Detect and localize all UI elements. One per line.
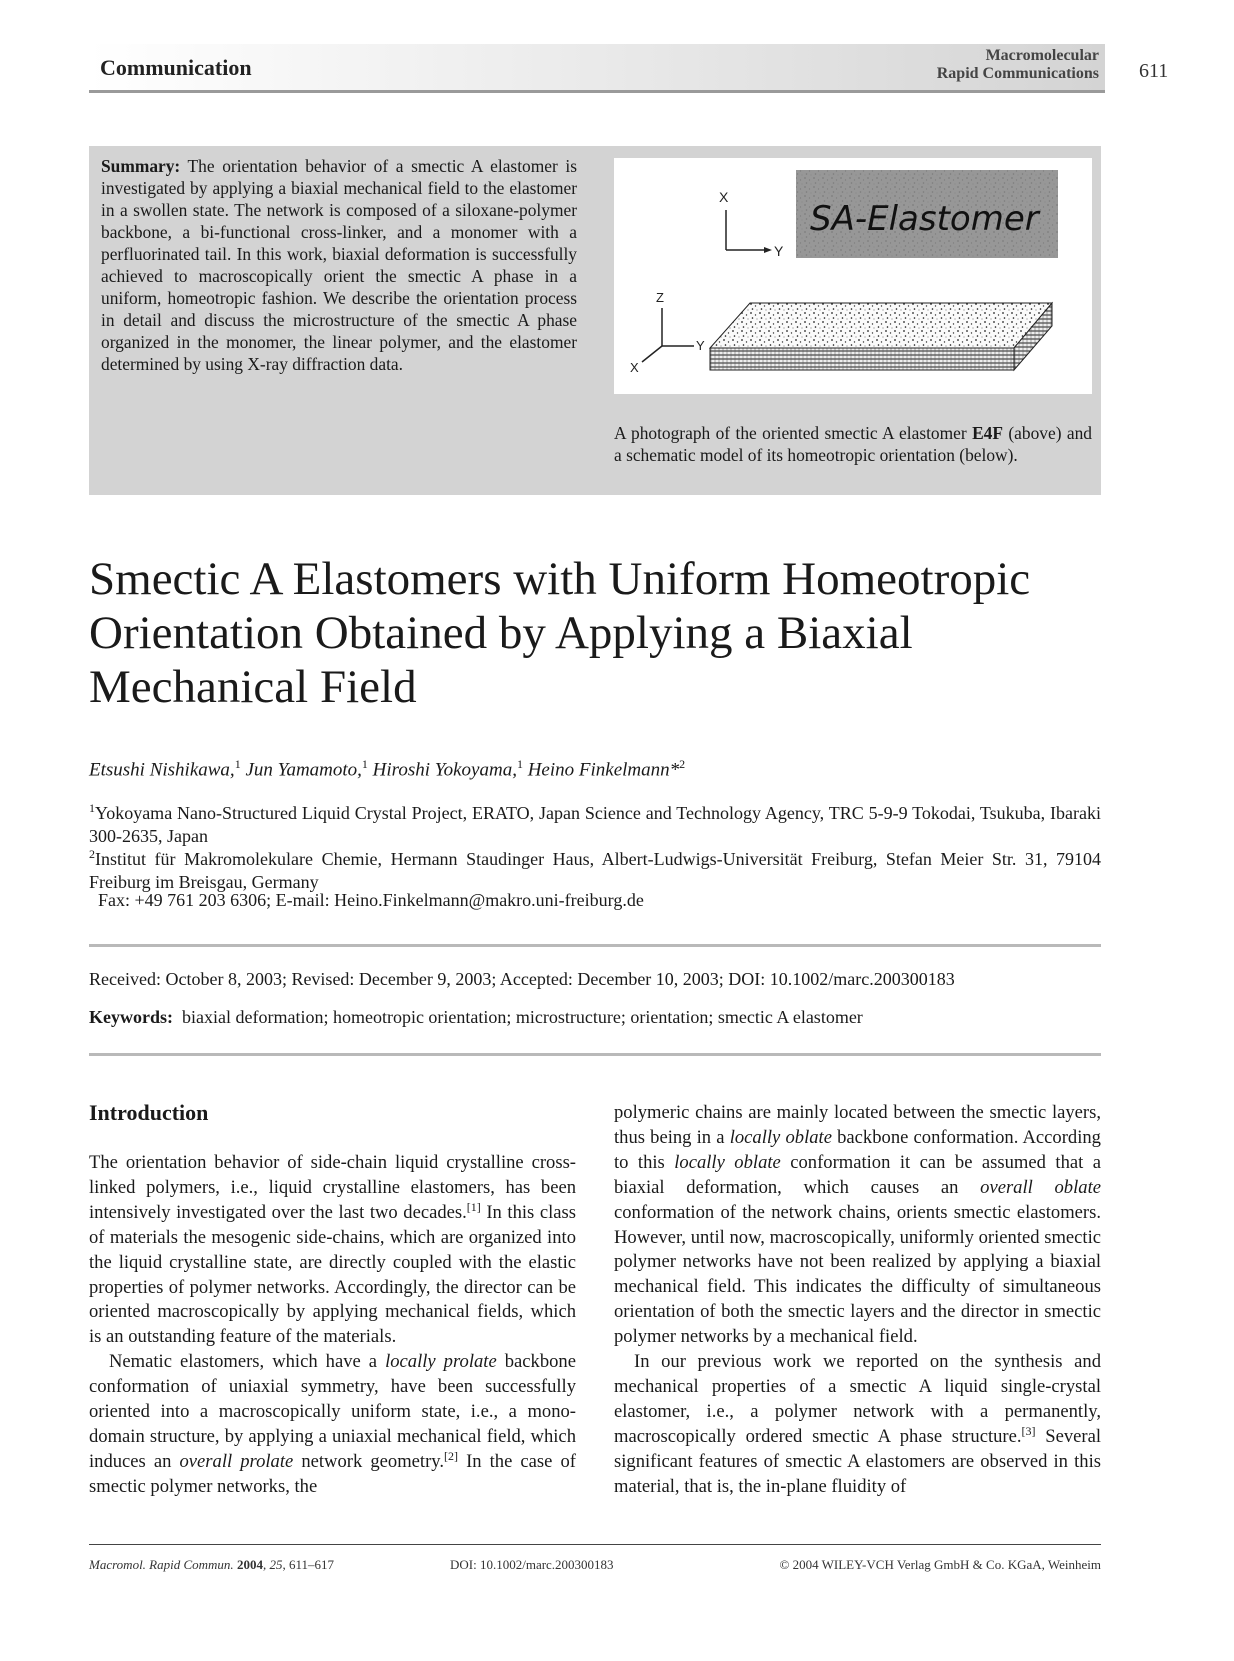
- affiliation-text: Institut für Makromolekulare Chemie, Hermann Staudinger Haus, Albert-Ludwigs-Universität Freiburg, Stefan Meier Str. 31, 79104 Freiburg im Breisgau, Germany: [89, 849, 1101, 892]
- author: Hiroshi Yokoyama,: [372, 759, 517, 781]
- graphical-abstract-figure: [614, 158, 1092, 394]
- citation: [2]: [444, 1448, 458, 1463]
- journal-name: [937, 47, 1099, 83]
- text-run: conformation it can be assumed that a biaxial deformation, which causes an: [614, 1151, 1101, 1198]
- footer-pages: , 611–617: [282, 1557, 334, 1572]
- text-run: Nematic elastomers, which have a: [109, 1351, 386, 1373]
- body-column-right: [614, 1101, 1101, 1500]
- section-heading: Introduction: [89, 1100, 209, 1125]
- photo-label: SA-Elastomer: [810, 199, 1039, 239]
- summary-label: Summary:: [101, 156, 181, 176]
- slab-front-face: [710, 348, 1014, 370]
- emphasis: overall oblate: [980, 1176, 1101, 1198]
- author-list: [89, 757, 685, 781]
- text-run: network geometry.: [293, 1450, 444, 1472]
- affiliation-number: 1: [89, 801, 95, 815]
- slab-top-face: [710, 303, 1052, 348]
- xy-axes-icon: [726, 210, 772, 253]
- author-affil-sup: 2: [679, 757, 686, 771]
- received-dates: Received: October 8, 2003; Revised: December 9, 2003; Accepted: December 10, 2003; DOI: 10.1002/marc.200300183: [89, 969, 955, 989]
- axis-y-label: Y: [774, 243, 784, 259]
- axis-x2-label: X: [630, 360, 639, 375]
- paragraph: [89, 1151, 576, 1350]
- page-number: 611: [1139, 60, 1169, 82]
- text-run: In this class of materials the mesogenic side-chains, which are organized into the liquid crystalline state, are directly coupled with the elastic properties of polymer networks. Accordingly, the director can be oriented macroscopically by applying mechanical fields, which is an outstanding feature of the materials.: [89, 1201, 576, 1348]
- summary: [101, 155, 577, 375]
- paragraph: [614, 1101, 1101, 1350]
- section-label: Communication: [100, 55, 252, 80]
- text-run: conformation of the network chains, orients smectic elastomers. However, until now, macroscopically, uniformly oriented smectic polymer networks have not been realized by applying a biaxial mechanical field. This indicates the difficulty of simultaneous orientation of both the smectic layers and the director in smectic polymer networks by a mechanical field.: [614, 1201, 1101, 1348]
- footer-year: 2004: [236, 1557, 263, 1572]
- text-run: backbone conformation. According to this: [614, 1126, 1101, 1173]
- affiliation-2: [89, 843, 1101, 894]
- journal-name-line1: Macromolecular: [985, 47, 1099, 64]
- text-run: In our previous work we reported on the synthesis and mechanical properties of a smectic A liquid single-crystal elastomer, i.e., a polymer network with a permanently, macroscopically ordered smectic A phase structure.: [614, 1351, 1101, 1447]
- caption-compound: E4F: [972, 423, 1003, 443]
- author-affil-sup: 1: [361, 757, 368, 771]
- keywords-label: Keywords:: [89, 1007, 173, 1027]
- divider: [89, 944, 1101, 947]
- axis-y2-label: Y: [696, 338, 705, 353]
- axis-x-label: X: [719, 189, 729, 205]
- citation: [3]: [1021, 1423, 1036, 1438]
- axis-z-label: Z: [656, 290, 664, 305]
- author-affil-sup: 1: [516, 757, 523, 771]
- text-run: Several significant features of smectic A elastomers are observed in this material, that is, the in-plane fluidity of: [614, 1425, 1102, 1497]
- divider: [89, 1053, 1101, 1056]
- caption-text-2: (above) and a schematic model of its homeotropic orientation (below).: [614, 423, 1092, 465]
- citation: [1]: [466, 1199, 481, 1214]
- footer-citation: Macromol. Rapid Commun. 2004, 25, 611–617: [89, 1557, 334, 1572]
- footer-divider: [89, 1544, 1101, 1545]
- affiliation-text: Yokoyama Nano-Structured Liquid Crystal Project, ERATO, Japan Science and Technology Agency, TRC 5-9-9 Tokodai, Tsukuba, Ibaraki 300-2635, Japan: [89, 803, 1101, 846]
- article-title: Smectic A Elastomers with Uniform Homeotropic Orientation Obtained by Applying a Biaxial Mechanical Field: [89, 553, 1031, 713]
- body-column-left: [89, 1151, 576, 1500]
- text-run: The orientation behavior of side-chain liquid crystalline cross-linked polymers, i.e., liquid crystalline elastomers, has been intensively investigated over the last two decades.: [89, 1152, 576, 1223]
- author-affil-sup: 1: [234, 757, 241, 771]
- figure-caption: [614, 422, 1092, 466]
- text-run: backbone conformation of uniaxial symmetry, have been successfully oriented into a macroscopically uniform state, i.e., a mono-domain structure, by applying a uniaxial mechanical field, which induces an: [89, 1351, 576, 1472]
- author: Heino Finkelmann*: [527, 759, 680, 781]
- xyz-axes-icon: [642, 308, 694, 362]
- emphasis: overall prolate: [179, 1450, 294, 1472]
- figure-svg: [614, 158, 1092, 394]
- footer-doi: DOI: 10.1002/marc.200300183: [450, 1557, 614, 1572]
- emphasis: locally oblate: [729, 1126, 832, 1148]
- affiliation-1: [89, 797, 1101, 848]
- corresponding-contact: Fax: +49 761 203 6306; E-mail: Heino.Finkelmann@makro.uni-freiburg.de: [98, 890, 644, 910]
- keywords-text: biaxial deformation; homeotropic orientation; microstructure; orientation; smectic A elastomer: [182, 1007, 863, 1027]
- caption-text-1: A photograph of the oriented smectic A elastomer: [614, 423, 973, 443]
- footer-journal: Macromol. Rapid Commun.: [89, 1557, 234, 1572]
- text-run: polymeric chains are mainly located between the smectic layers, thus being in a: [614, 1102, 1101, 1148]
- footer-copyright: © 2004 WILEY-VCH Verlag GmbH & Co. KGaA, Weinheim: [779, 1557, 1101, 1572]
- footer-volume: 25: [269, 1557, 283, 1572]
- keywords: [89, 1007, 863, 1028]
- author: Etsushi Nishikawa,: [89, 759, 235, 781]
- author: Jun Yamamoto,: [245, 759, 362, 781]
- text-run: In the case of smectic polymer networks, the: [89, 1450, 576, 1497]
- affiliation-number: 2: [89, 847, 95, 861]
- paragraph: [89, 1350, 576, 1499]
- summary-text: The orientation behavior of a smectic A elastomer is investigated by applying a biaxial mechanical field to the elastomer in a swollen state. The network is composed of a siloxane-polymer backbone, a bi-functional cross-linker, and a monomer with a perfluorinated tail. In this work, biaxial deformation is successfully achieved to macroscopically orient the smectic A phase in a uniform, homeotropic fashion. We describe the orientation process in detail and discuss the microstructure of the smectic A phase organized in the monomer, the linear polymer, and the elastomer determined by using X-ray diffraction data.: [101, 156, 577, 374]
- journal-name-line2: Rapid Communications: [936, 65, 1099, 82]
- emphasis: locally prolate: [385, 1351, 497, 1373]
- emphasis: locally oblate: [674, 1151, 781, 1173]
- paragraph: [614, 1350, 1101, 1499]
